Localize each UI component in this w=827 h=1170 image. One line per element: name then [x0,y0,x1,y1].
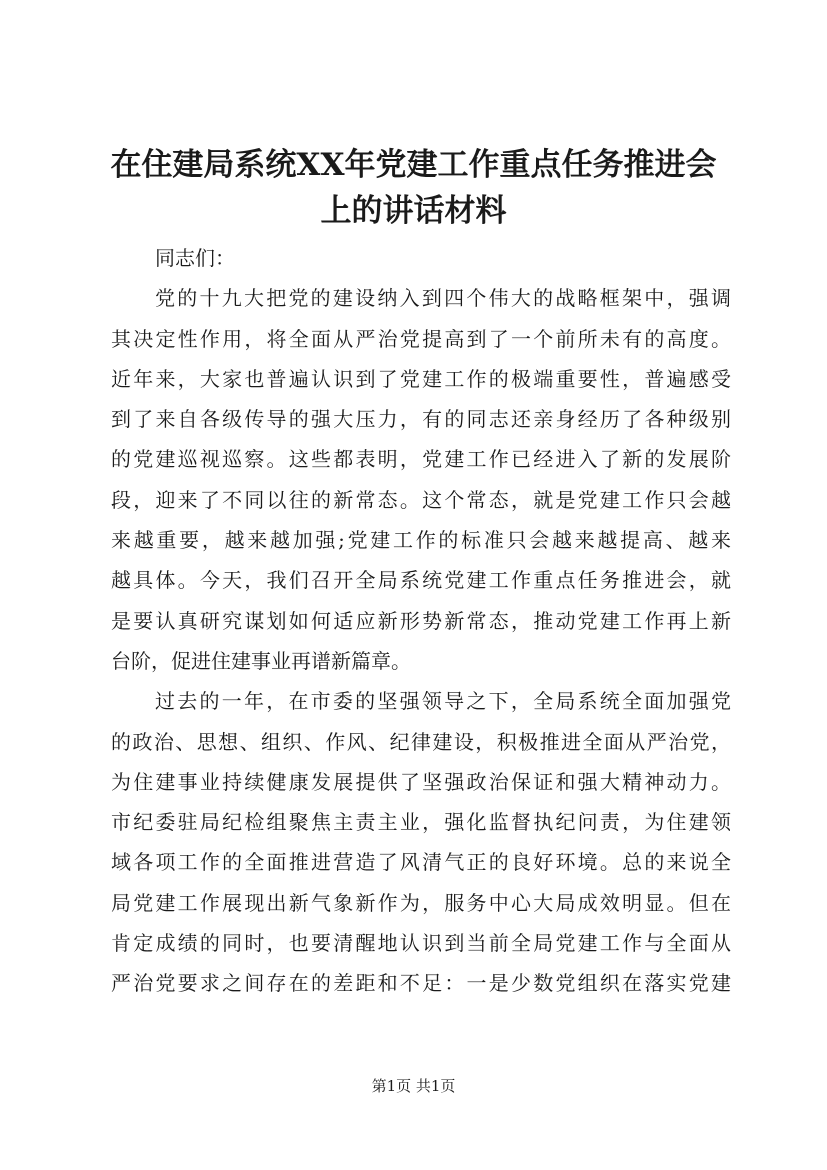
paragraph-line: 的政治、思想、组织、作风、纪律建设，积极推进全面从严治党， [111,729,731,754]
paragraph-line: 局党建工作展现出新气象新作为，服务中心大局成效明显。但在 [111,890,731,915]
paragraph-line: 段，迎来了不同以往的新常态。这个常态，就是党建工作只会越 [111,487,731,512]
paragraph-line: 肯定成绩的同时，也要清醒地认识到当前全局党建工作与全面从 [111,931,731,956]
paragraph-line: 党的十九大把党的建设纳入到四个伟大的战略框架中，强调 [155,286,731,311]
paragraph-line: 来越重要，越来越加强;党建工作的标准只会越来越提高、越来 [111,528,731,553]
paragraph-line: 市纪委驻局纪检组聚焦主责主业，强化监督执纪问责，为住建领 [111,810,731,835]
paragraph-line: 为住建事业持续健康发展提供了坚强政治保证和强大精神动力。 [111,769,731,794]
greeting: 同志们： [155,246,235,270]
paragraph-line: 越具体。今天，我们召开全局系统党建工作重点任务推进会，就 [111,568,731,593]
paragraph-2 [111,681,731,1003]
paragraph-line: 域各项工作的全面推进营造了风清气正的良好环境。总的来说全 [111,850,731,875]
page-footer: 第1页 共1页 [371,1077,456,1095]
paragraph-1 [111,278,731,681]
paragraph-line: 是要认真研究谋划如何适应新形势新常态，推动党建工作再上新 [111,608,731,633]
title-line-2: 上的讲话材料 [320,193,507,229]
document-title [60,142,767,234]
paragraph-line: 台阶，促进住建事业再谱新篇章。 [111,648,411,673]
paragraph-line: 到了来自各级传导的强大压力，有的同志还亲身经历了各种级别 [111,407,731,432]
paragraph-line: 严治党要求之间存在的差距和不足：一是少数党组织在落实党建 [111,971,731,996]
paragraph-line: 的党建巡视巡察。这些都表明，党建工作已经进入了新的发展阶 [111,447,731,472]
document-body [111,238,731,1004]
paragraph-line: 其决定性作用，将全面从严治党提高到了一个前所未有的高度。 [111,326,731,351]
title-line-1: 在住建局系统XX年党建工作重点任务推进会 [110,147,717,183]
paragraph-line: 过去的一年，在市委的坚强领导之下，全局系统全面加强党 [155,689,731,714]
paragraph-line: 近年来，大家也普遍认识到了党建工作的极端重要性，普遍感受 [111,366,731,391]
